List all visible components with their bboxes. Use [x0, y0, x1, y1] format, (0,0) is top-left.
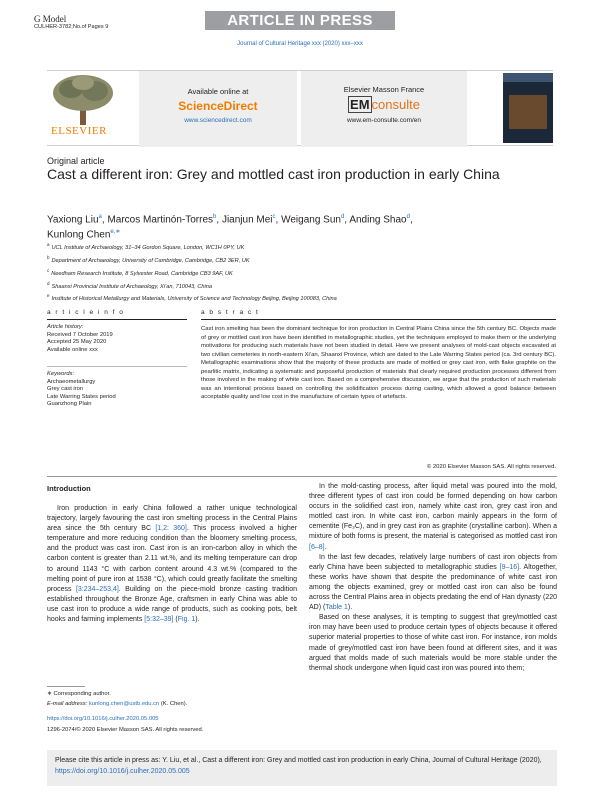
- abstract-copyright: © 2020 Elsevier Masson SAS. All rights reserved.: [426, 464, 556, 470]
- keyword: Grey cast iron: [47, 386, 84, 393]
- affiliation-mark: c: [47, 267, 50, 273]
- cover-strip: [503, 73, 553, 82]
- email-owner: (K. Chen).: [159, 701, 188, 707]
- affiliation-mark: d: [47, 280, 50, 286]
- text-run: . Building on the piece-mold bronze casting tradition established throughout the Bronze Age, craftsmen in early China was able to use cast iron to produce a wide range of products, such as cooking pots, belt hooks and farming implements: [47, 585, 297, 624]
- article-info-rule: [47, 319, 187, 320]
- affiliation-text: Shaanxi Provincial Institute of Archaeology, Xi’an, 710043, China: [51, 283, 212, 290]
- author-name[interactable]: Marcos Martinón-Torres: [107, 214, 214, 226]
- affiliation-mark: a: [47, 242, 50, 247]
- text-run: .: [324, 543, 327, 551]
- article-history: [47, 324, 187, 354]
- affiliation-mark: e: [47, 293, 50, 299]
- intro-paragraph-4: Based on these analyses, it is tempting to suggest that grey/mottled cast iron may have been used to produce certain types of objects because it offered superior material properties to those of white cast iron. For instance, iron molds made of grey/mottled cast iron have been found at different sites, and it was argued that molds made of such materials would be more stable under the thermal shock undergone when liquid cast iron was poured into them;: [309, 614, 557, 672]
- history-divider: [47, 366, 187, 367]
- available-online-label: Available online at: [187, 87, 249, 96]
- em-consulte-logo[interactable]: [301, 97, 467, 112]
- em-consulte-url[interactable]: www.em-consulte.com/en: [346, 117, 422, 124]
- author-name[interactable]: Yaxiong Liu: [47, 214, 99, 226]
- cover-image: [509, 95, 547, 129]
- intro-paragraph-1: [47, 504, 297, 625]
- text-run: (: [173, 616, 178, 624]
- em-logo-em: EM: [350, 97, 370, 112]
- introduction-heading: Introduction: [47, 484, 91, 493]
- author-name[interactable]: Kunlong Chen: [47, 229, 111, 241]
- text-run: In the last few decades, relatively large numbers of cast iron objects from early China have been subjected to metallographic studies: [309, 553, 557, 571]
- manuscript-id: [34, 24, 108, 30]
- elsevier-masson-label: Elsevier Masson France: [343, 85, 425, 94]
- affiliation: [47, 266, 557, 279]
- cite-this-article-box: [47, 750, 557, 786]
- gmodel-label: G Model: [34, 14, 67, 24]
- citation-link[interactable]: [3:234–253,4]: [75, 585, 119, 593]
- corresponding-author-note: ∗ Corresponding author.: [47, 691, 111, 697]
- history-label: Article history:: [47, 324, 84, 330]
- history-received: Received 7 October 2019: [47, 331, 113, 338]
- text-run: ).: [195, 616, 200, 624]
- body-column-left: [47, 504, 297, 625]
- affiliation-text: UCL Institute of Archaeology, 31–34 Gordon Square, London, WC1H 0PY, UK: [51, 244, 245, 251]
- sciencedirect-logo[interactable]: ScienceDirect: [178, 99, 258, 113]
- masthead: [47, 70, 553, 146]
- article-in-press-banner: ARTICLE IN PRESS: [205, 11, 395, 30]
- author-line-1: Yaxiong Liu$^a$, Marcos Martinón-Torres$^b$, Jianjun Mei$^c$, Weigang Sun$^d$, Anding Shao$^d$,: [47, 214, 413, 226]
- author-affiliation-mark[interactable]: a: [98, 214, 102, 220]
- author-affiliation-mark[interactable]: e,∗: [110, 229, 121, 236]
- abstract-text: Cast iron smelting has been the dominant technique for iron production in Central Plains China since the 5th century BC. Objects made of grey or mottled cast iron have been identified in metallographic studies, yet the techniques employed to make them or the underlying motivations for producing such materials have not been studied in detail. Here we present analyses of mold-cast objects excavated at two civilian cemeteries in north-eastern Xi’an, Shaanxi Province, which are dated to the Late Warring States period (ca. 3rd century BC). Metallographic examinations show that the majority of these products are made of mottled or grey cast iron, with flake graphite on the pearlitic matrix, indicating a systematic and purposeful production of materials that clearly required production processes different from those involved in the making of white cast iron. Based on a comprehensive discussion, we argue that the production of such materials was an intentional process based on controlling the solidification process during casting, which allowed a good balance between acceptable quality and low cost in the manufacture of certain types of artefacts.: [201, 326, 556, 400]
- intro-paragraph-3: [309, 553, 557, 614]
- elsevier-tree-logo: [47, 73, 119, 143]
- text-run: . Altogether, these works have shown that despite the predominance of white cast iron among the objects examined, grey or mottled cast iron can also be found across the Central Plains area in objects predating the end of Han dynasty (220 AD) (: [309, 563, 557, 612]
- history-accepted: Accepted 25 May 2020: [47, 339, 107, 346]
- em-consulte-panel: [301, 71, 467, 147]
- affiliation: [47, 291, 557, 304]
- affiliation: [47, 240, 557, 253]
- keyword: Archaeometallurgy: [47, 378, 96, 385]
- author-name[interactable]: Anding Shao: [349, 214, 407, 226]
- intro-paragraph-2: [309, 482, 557, 553]
- author-affiliation-mark[interactable]: c: [272, 214, 276, 220]
- affiliations: [47, 240, 557, 304]
- journal-cover-thumbnail[interactable]: [503, 73, 553, 143]
- em-logo-consulte: consulte: [371, 97, 420, 112]
- issn-line: 1296-2074/© 2020 Elsevier Masson SAS. All rights reserved.: [47, 727, 204, 733]
- text-run: ).: [347, 604, 353, 612]
- affiliation-text: Institute of Historical Metallurgy and Materials, University of Science and Technology Beijing, Beijing 100083, China: [51, 296, 337, 303]
- abstract-rule: [201, 319, 556, 320]
- doi-link[interactable]: https://doi.org/10.1016/j.culher.2020.05.005: [47, 716, 159, 722]
- cite-text: Please cite this article in press as: Y. Liu, et al., Cast a different iron: Grey and mottled cast iron production in early China, Journal of Cultural Heritage (2020),: [55, 757, 542, 764]
- article-title: Cast a different iron: Grey and mottled cast iron production in early China: [47, 166, 500, 182]
- footnote-rule: [47, 686, 85, 687]
- affiliation: [47, 253, 557, 266]
- email-label: E-mail address:: [47, 701, 89, 707]
- elsevier-wordmark: ELSEVIER: [51, 125, 107, 137]
- affiliation-text: Needham Research Institute, 8 Sylvester Road, Cambridge CB3 9AF, UK: [51, 270, 233, 277]
- abstract-bottom-rule: [47, 476, 557, 477]
- table-link[interactable]: Table 1: [325, 604, 348, 612]
- figure-link[interactable]: Fig. 1: [177, 616, 196, 624]
- sciencedirect-panel: [139, 71, 297, 147]
- text-run: Iron production in early China followed a rather unique technological trajectory, largely favouring the cast iron smelting process in the Central Plains area since the 5th century BC: [47, 505, 297, 533]
- author-affiliation-mark[interactable]: d: [340, 214, 345, 220]
- affiliation-mark: b: [47, 254, 50, 260]
- author-name[interactable]: Weigang Sun: [281, 214, 341, 226]
- email-note: [47, 701, 187, 707]
- author-affiliation-mark[interactable]: d: [406, 214, 410, 220]
- keyword: Late Warring States period: [47, 393, 116, 400]
- keyword: Guanzhong Plain: [47, 401, 92, 408]
- keywords-block: [47, 371, 187, 409]
- sciencedirect-url[interactable]: www.sciencedirect.com: [184, 117, 252, 124]
- author-affiliation-mark[interactable]: b: [213, 214, 217, 220]
- affiliation: [47, 279, 557, 292]
- running-header: [0, 0, 600, 32]
- citation-link[interactable]: [9–16]: [499, 563, 520, 571]
- page-count: No.of Pages 9: [72, 24, 109, 30]
- citation-link[interactable]: [6–8]: [309, 543, 325, 551]
- article-info-heading: a r t i c l e i n f o: [47, 309, 125, 316]
- affiliation-text: Department of Archaeology, University of Cambridge, Cambridge, CB2 3ER, UK: [51, 257, 250, 264]
- citation-link[interactable]: [5:32–39]: [144, 616, 174, 624]
- author-name[interactable]: Jianjun Mei: [221, 214, 273, 226]
- history-online: Available online xxx: [47, 346, 98, 353]
- email-link[interactable]: kunlong.chen@ustb.edu.cn: [88, 701, 160, 707]
- text-run: . This process involved a higher temperature and more reducing condition than the bloomery smelting process, and the product was cast iron. Cast iron is an iron-carbon alloy in which the carbon content is greater than 2.11 wt.%, and its melting temperature can drop to around 1143 °C with carbon content around 4.3 wt.% (compared to the melting point of pure iron at 1538 °C), which could greatly facilitate the smelting process: [47, 525, 297, 593]
- culher-code: CULHER-3782;: [34, 24, 73, 30]
- tree-icon: [47, 73, 119, 125]
- abstract-heading: a b s t r a c t: [201, 309, 260, 316]
- cite-doi-link[interactable]: https://doi.org/10.1016/j.culher.2020.05.005: [55, 768, 190, 775]
- author-list: [47, 211, 557, 242]
- keywords-label: Keywords:: [47, 371, 75, 377]
- text-run: In the mold-casting process, after liquid metal was poured into the mold, three different types of cast iron could be formed depending on how carbon occurs in the solidified cast iron, namely white cast iron, grey cast iron and mottled cast iron. In white cast iron, carbon mainly appears in the form of cementite (Fe₃C), and in grey cast iron as graphite (crystalline carbon). When a mixture of both forms is present, the material is categorised as mottled cast iron: [309, 483, 557, 541]
- journal-citation-link[interactable]: Journal of Cultural Heritage xxx (2020) xxx–xxx: [237, 41, 363, 47]
- body-column-right: [309, 482, 557, 674]
- article-type: Original article: [47, 156, 105, 166]
- citation-link[interactable]: [1,2: 360]: [155, 525, 187, 533]
